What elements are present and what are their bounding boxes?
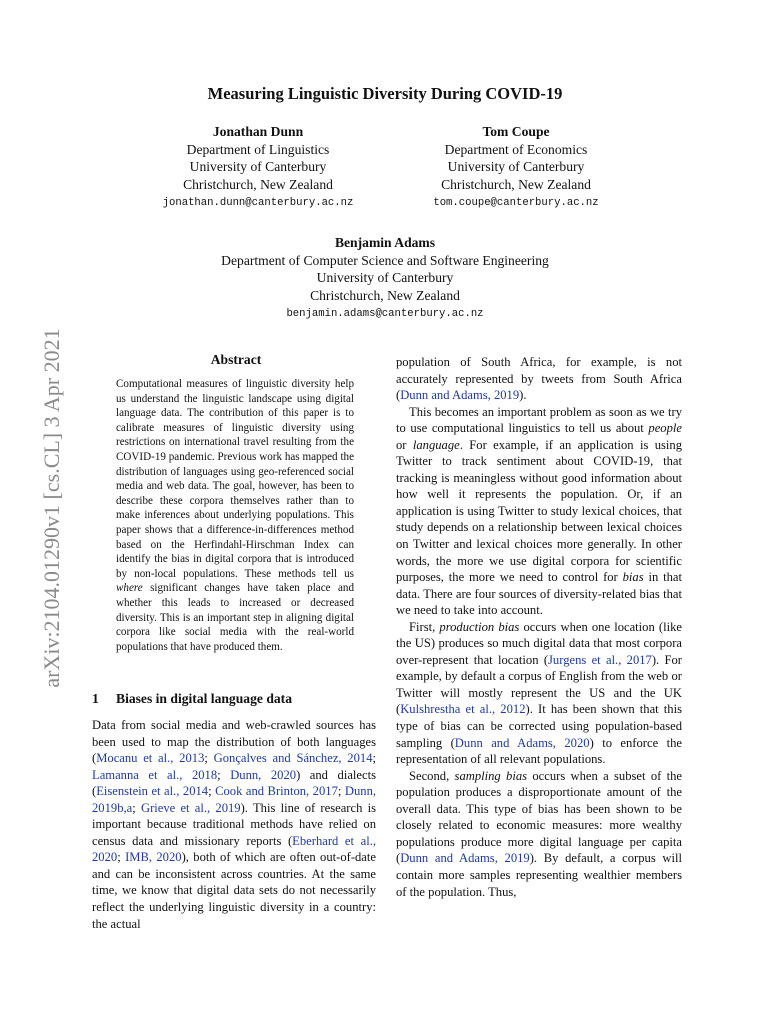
citation-link[interactable]: Jurgens et al., 2017 — [548, 652, 652, 667]
author-univ: University of Canterbury — [447, 159, 585, 174]
arxiv-identifier[interactable]: arXiv:2104.01290v1 [cs.CL] 3 Apr 2021 — [39, 328, 64, 688]
author-name: Jonathan Dunn — [212, 124, 304, 139]
left-column — [92, 717, 376, 932]
section-number: 1 — [92, 691, 99, 706]
author-dept: Department of Computer Science and Software Engineering — [221, 252, 549, 268]
author-city: Christchurch, New Zealand — [441, 176, 591, 192]
author-dept: Department of Economics — [444, 141, 588, 157]
author-name: Benjamin Adams — [334, 235, 436, 250]
author-univ: University of Canterbury — [189, 159, 327, 174]
author-city: Christchurch, New Zealand — [183, 176, 333, 192]
paragraph: Second, sampling bias occurs when a subset of the population produces a disproportionate amount of the overall data. This type of bias has been shown to be closely related to economic measures: more wealthy populations produce more digital language per capita (Dunn and Adams, 2019). By default, a corpus will contain more samples representing wealthier members of the population. Thus, — [396, 768, 683, 899]
paragraph: This becomes an important problem as soon as we try to use computational linguistics to tell us about people or language. For example, if an application is using Twitter to track sentiment about COVID-19, that tracking is meaningless without good information about how well it represents the population. Or, if an application is using Twitter to study lexical choices, that study depends on a relationship between lexical choices on Twitter and lexical choices more generally. In other words, the more we use digital corpora for scientific purposes, the more we need to control for bias in that data. There are four sources of diversity-related bias that we need to take into account. — [396, 404, 683, 618]
paragraph: population of South Africa, for example, is not accurately represented by tweets from South Africa (Dunn and Adams, 2019). — [396, 355, 682, 403]
citation-link[interactable]: Grieve et al., 2019 — [140, 800, 241, 815]
author-name: Tom Coupe — [482, 124, 550, 139]
paragraph: First, production bias occurs when one location (like the US) produces so much digital data that most corpora over-represent that location (Jurgens et al., 2017). For example, by default a corpus of English from the web or Twitter will mostly represent the US and the UK (Kulshrestha et al., 2012). It has been shown that this type of bias can be corrected using population-based sampling (Dunn and Adams, 2020) to enforce the representation of all relevant populations. — [396, 619, 683, 767]
citation-link[interactable]: Dunn and Adams, 2019 — [400, 851, 530, 866]
author-block-1 — [120, 123, 396, 213]
abstract-text: Computational measures of linguistic diversity help us understand the linguistic landscape using digital language data. The contribution of this paper is to calibrate measures of linguistic diversity using restrictions on international travel resulting from the COVID-19 pandemic. Previous work has mapped the distribution of languages using geo-referenced social media and web data. The goal, however, has been to describe these corpora themselves rather than to make inferences about underlying populations. This paper shows that a difference-in-differences method based on the Herfindahl-Hirschman Index can identify the bias in digital corpora that is introduced by non-local populations. These methods tell us where significant changes have taken place and whether this leads to increased or decreased diversity. This is an important step in aligning digital corpora like social media with the real-world populations that have produced them. — [116, 378, 354, 653]
section-title: Biases in digital language data — [116, 691, 292, 706]
author-dept: Department of Linguistics — [186, 141, 330, 157]
author-email[interactable]: tom.coupe@canterbury.ac.nz — [433, 197, 599, 209]
citation-link[interactable]: Eisenstein et al., 2014 — [96, 784, 209, 799]
citation-link[interactable]: Dunn, 2020 — [230, 767, 297, 782]
citation-link[interactable]: Dunn and Adams, 2019 — [400, 388, 520, 403]
citation-link[interactable]: Dunn and Adams, 2020 — [454, 735, 590, 750]
paragraph: Data from social media and web-crawled sources has been used to map the distribution of both languages (Mocanu et al., 2013; Gonçalves and Sánchez, 2014; Lamanna et al., 2018; Dunn, 2020) and dialects (Eisenstein et al., 2014; Cook and Brinton, 2017; Dunn, 2019b,a; Grieve et al., 2019). This line of research is important because traditional methods have relied on census data and missionary reports (Eberhard et al., 2020; IMB, 2020), both of which are often out-of-date and can be inconsistent across countries. At the same time, we know that digital data sets do not necessarily reflect the underlying linguistic diversity in a country: the actual — [92, 718, 377, 931]
author-city: Christchurch, New Zealand — [310, 287, 460, 303]
author-email[interactable]: benjamin.adams@canterbury.ac.nz — [286, 308, 484, 320]
citation-link[interactable]: Eberhard et al., 2020 — [92, 833, 376, 865]
citation-link[interactable]: Dunn, 2019b,a — [92, 784, 377, 815]
citation-link[interactable]: Kulshrestha et al., 2012 — [400, 702, 526, 717]
author-block-2 — [378, 123, 654, 213]
citation-link[interactable]: Cook and Brinton, 2017 — [215, 784, 338, 799]
section-heading — [92, 691, 382, 707]
author-univ: University of Canterbury — [316, 270, 454, 285]
citation-link[interactable]: Lamanna et al., 2018 — [92, 767, 218, 782]
citation-link[interactable]: IMB, 2020 — [125, 850, 182, 865]
author-block-3 — [0, 234, 770, 324]
paper-title: Measuring Linguistic Diversity During COVID-19 — [207, 84, 563, 103]
citation-link[interactable]: Mocanu et al., 2013 — [96, 751, 205, 766]
citation-link[interactable]: Gonçalves and Sánchez, 2014 — [213, 751, 373, 766]
abstract-heading: Abstract — [210, 352, 262, 367]
right-column — [396, 354, 682, 900]
author-email[interactable]: jonathan.dunn@canterbury.ac.nz — [162, 197, 354, 209]
